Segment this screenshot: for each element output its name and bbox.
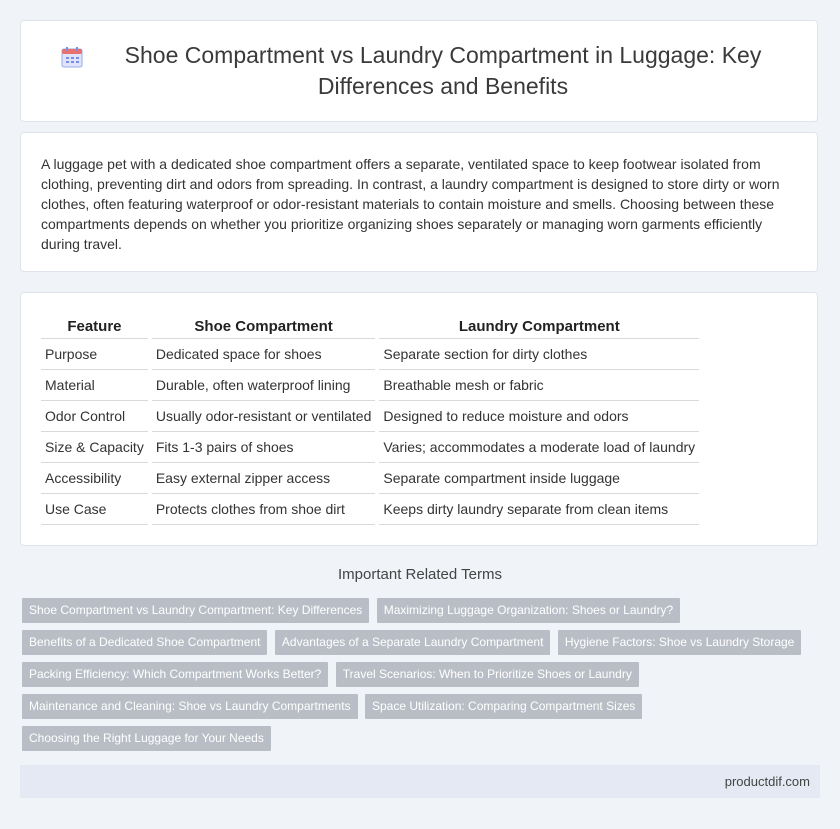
intro-paragraph: A luggage pet with a dedicated shoe compartment offers a separate, ventilated space to keep footwear isolated from clothing, preventing dirt and odors from spreading. In contrast, a laundry compartment is designed to store dirty or worn clothes, often featuring waterproof or odor-resistant materials to contain moisture and smells. Choosing between these compartments depends on whether you prioritize organizing shoes separately or managing worn garments efficiently during travel. bbox=[41, 156, 780, 252]
related-term-tag[interactable]: Maximizing Luggage Organization: Shoes or Laundry? bbox=[377, 598, 681, 623]
related-term-tag[interactable]: Hygiene Factors: Shoe vs Laundry Storage bbox=[558, 630, 801, 655]
table-cell: Easy external zipper access bbox=[152, 463, 376, 494]
table-cell: Keeps dirty laundry separate from clean items bbox=[379, 494, 699, 525]
table-cell: Material bbox=[41, 370, 148, 401]
related-term-tag[interactable]: Packing Efficiency: Which Compartment Works Better? bbox=[22, 662, 328, 687]
table-cell: Designed to reduce moisture and odors bbox=[379, 401, 699, 432]
comparison-table bbox=[37, 315, 703, 525]
table-row bbox=[41, 339, 699, 370]
calendar-icon bbox=[61, 46, 83, 68]
related-term-tag[interactable]: Shoe Compartment vs Laundry Compartment: Key Differences bbox=[22, 598, 369, 623]
related-term-tag[interactable]: Benefits of a Dedicated Shoe Compartment bbox=[22, 630, 267, 655]
column-header: Feature bbox=[41, 315, 148, 339]
table-row bbox=[41, 401, 699, 432]
table-cell: Protects clothes from shoe dirt bbox=[152, 494, 376, 525]
table-cell: Use Case bbox=[41, 494, 148, 525]
table-cell: Separate section for dirty clothes bbox=[379, 339, 699, 370]
table-cell: Size & Capacity bbox=[41, 432, 148, 463]
footer-site[interactable]: productdif.com bbox=[724, 774, 810, 789]
related-term-tag[interactable]: Travel Scenarios: When to Prioritize Shoes or Laundry bbox=[336, 662, 639, 687]
column-header: Laundry Compartment bbox=[379, 315, 699, 339]
table-cell: Separate compartment inside luggage bbox=[379, 463, 699, 494]
footer bbox=[20, 765, 820, 798]
related-term-tag[interactable]: Space Utilization: Comparing Compartment Sizes bbox=[365, 694, 642, 719]
table-row bbox=[41, 494, 699, 525]
intro-card bbox=[20, 132, 818, 272]
table-cell: Breathable mesh or fabric bbox=[379, 370, 699, 401]
related-terms-title: Important Related Terms bbox=[338, 566, 502, 583]
table-cell: Usually odor-resistant or ventilated bbox=[152, 401, 376, 432]
related-terms-list bbox=[22, 598, 822, 758]
table-row bbox=[41, 463, 699, 494]
table-cell: Varies; accommodates a moderate load of laundry bbox=[379, 432, 699, 463]
table-cell: Fits 1-3 pairs of shoes bbox=[152, 432, 376, 463]
column-header: Shoe Compartment bbox=[152, 315, 376, 339]
comparison-card bbox=[20, 292, 818, 546]
header-card bbox=[20, 20, 818, 122]
table-cell: Purpose bbox=[41, 339, 148, 370]
table-row bbox=[41, 370, 699, 401]
table-row bbox=[41, 432, 699, 463]
table-cell: Dedicated space for shoes bbox=[152, 339, 376, 370]
table-cell: Accessibility bbox=[41, 463, 148, 494]
table-header-row bbox=[41, 315, 699, 339]
related-term-tag[interactable]: Maintenance and Cleaning: Shoe vs Laundry Compartments bbox=[22, 694, 358, 719]
table-cell: Odor Control bbox=[41, 401, 148, 432]
related-term-tag[interactable]: Choosing the Right Luggage for Your Needs bbox=[22, 726, 271, 751]
related-term-tag[interactable]: Advantages of a Separate Laundry Compartment bbox=[275, 630, 551, 655]
table-cell: Durable, often waterproof lining bbox=[152, 370, 376, 401]
page-title: Shoe Compartment vs Laundry Compartment in Luggage: Key Differences and Benefits bbox=[124, 42, 762, 99]
